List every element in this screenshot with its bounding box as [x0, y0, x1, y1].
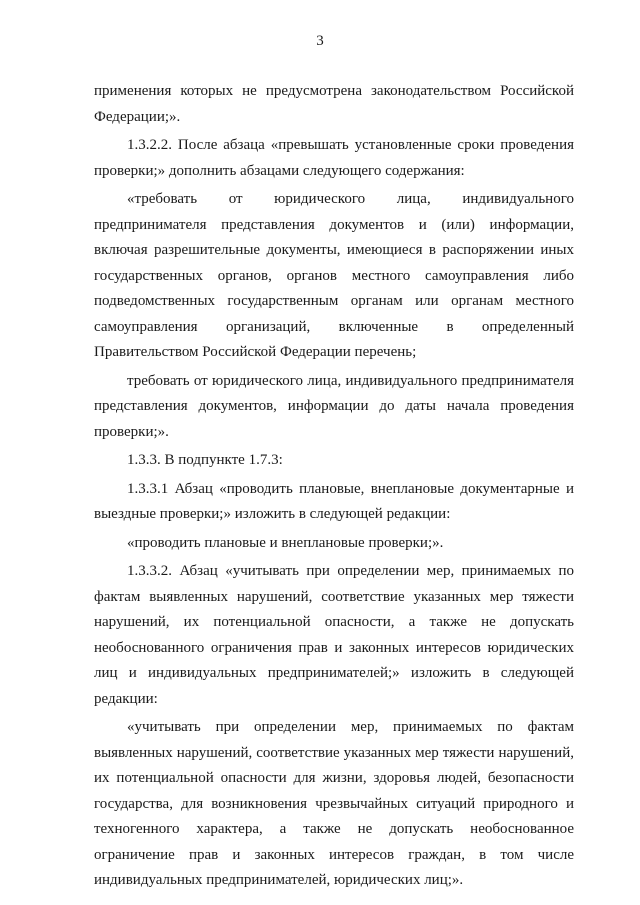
paragraph-7: «проводить плановые и внеплановые проверки;». [127, 534, 444, 551]
page-number: 3 [316, 33, 324, 49]
paragraph-3: «требовать от юридического лица, индивидуального предпринимателя представления документов и (или) информации, включая разрешительные документы, имеющиеся в распоряжении иных государственных органов, органов местного самоуправления либо подведомственных государственным органам или органам местного самоуправления организаций, включенные в определенный Правительством Российской Федерации перечень; [94, 191, 574, 360]
paragraph-4: требовать от юридического лица, индивидуального предпринимателя представления документов, информации до даты начала проведения проверки;». [94, 372, 574, 440]
paragraph-6: 1.3.3.1 Абзац «проводить плановые, внеплановые документарные и выездные проверки;» изложить в следующей редакции: [94, 480, 574, 522]
paragraph-2: 1.3.2.2. После абзаца «превышать установленные сроки проведения проверки;» дополнить абзацами следующего содержания: [94, 137, 574, 179]
paragraph-1: применения которых не предусмотрена законодательством Российской Федерации;». [94, 83, 574, 125]
paragraph-9: «учитывать при определении мер, принимаемых по фактам выявленных нарушений, соответствие указанных мер тяжести нарушений, их потенциальной опасности для жизни, здоровья людей, безопасности государства, для возникновения чрезвычайных ситуаций природного и техногенного характера, а также не допускать необоснованное ограничение прав и законных интересов граждан, в том числе индивидуальных предпринимателей, юридических лиц;». [94, 719, 574, 888]
paragraph-8: 1.3.3.2. Абзац «учитывать при определении мер, принимаемых по фактам выявленных нарушений, соответствие указанных мер тяжести нарушений, их потенциальной опасности, а также не допускать необоснованного ограничения прав и законных интересов юридических лиц и индивидуальных предпринимателей;» изложить в следующей редакции: [94, 563, 574, 707]
paragraph-5: 1.3.3. В подпункте 1.7.3: [127, 452, 283, 468]
document-body [94, 79, 574, 897]
